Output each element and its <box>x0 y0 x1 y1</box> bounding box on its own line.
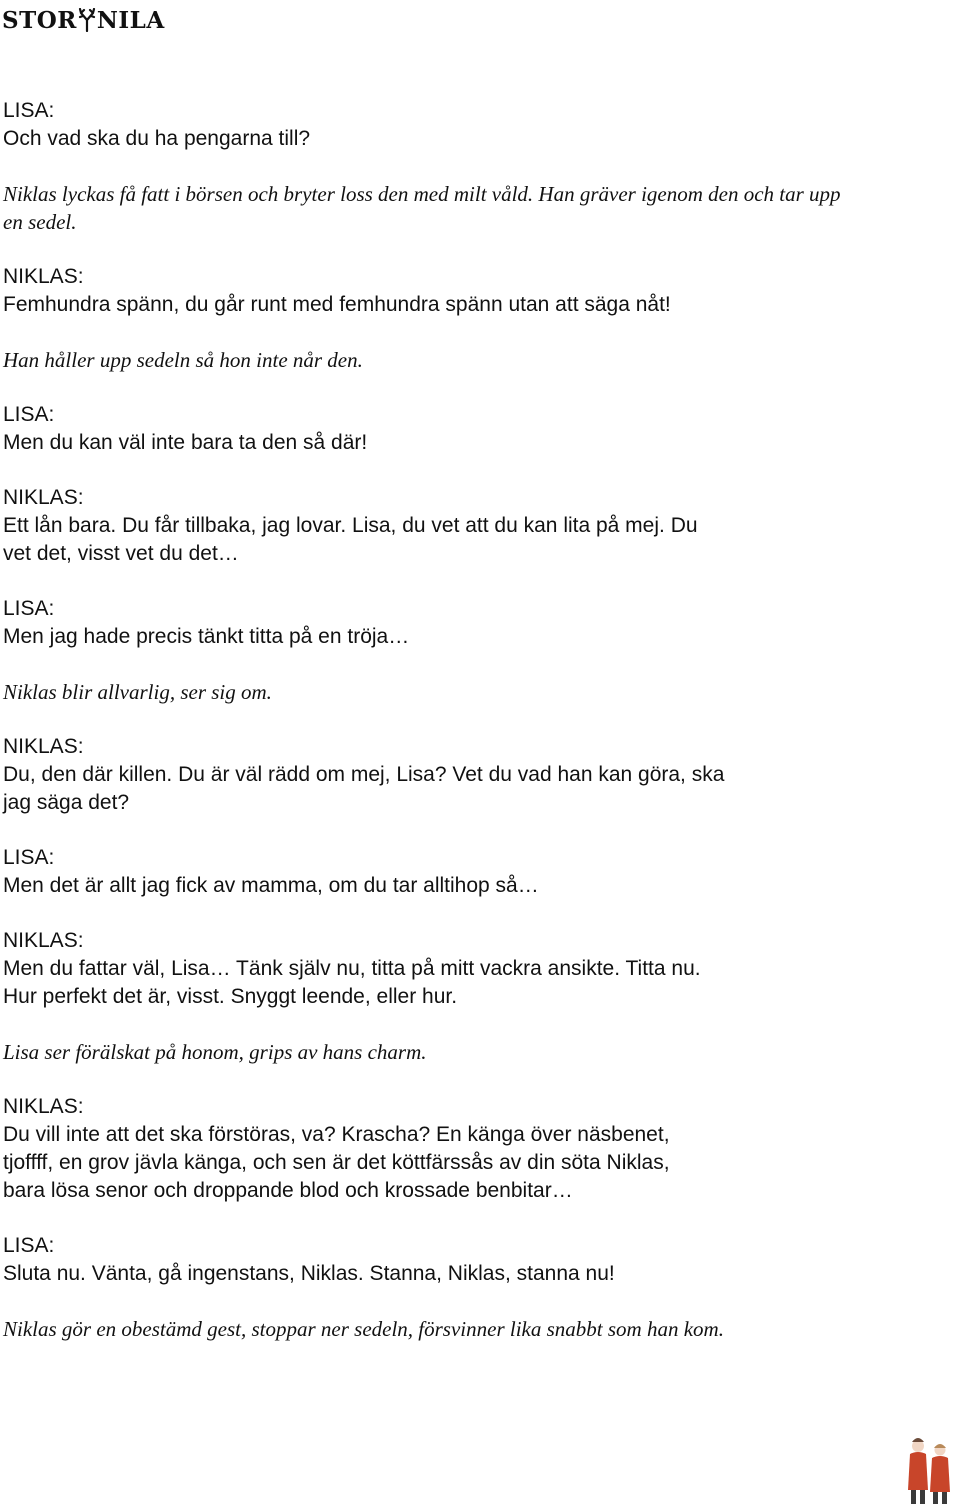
block-gap <box>3 900 953 927</box>
dialogue-block <box>3 263 953 319</box>
dialogue-line: Och vad ska du ha pengarna till? <box>3 127 311 150</box>
logo-text-left: STOR <box>2 6 77 34</box>
speaker-name: NIKLAS: <box>3 1095 84 1118</box>
dialogue-line: vet det, visst vet du det… <box>3 542 239 565</box>
speaker-name: LISA: <box>3 403 55 426</box>
block-gap <box>3 706 953 733</box>
stage-direction-block <box>3 180 953 236</box>
speaker-name: NIKLAS: <box>3 735 84 758</box>
block-gap <box>3 374 953 401</box>
figure-left <box>908 1438 928 1504</box>
dialogue-line: Du, den där killen. Du är väl rädd om mej, Lisa? Vet du vad han kan göra, ska <box>3 763 725 786</box>
stage-direction-block <box>3 346 953 374</box>
speaker-name: NIKLAS: <box>3 265 84 288</box>
dialogue-line: Sluta nu. Vänta, gå ingenstans, Niklas. Stanna, Niklas, stanna nu! <box>3 1262 615 1285</box>
dialogue-line: Men du kan väl inte bara ta den så där! <box>3 431 368 454</box>
speaker-name: LISA: <box>3 99 55 122</box>
two-figures-icon <box>900 1432 958 1508</box>
logo-text-right: NILA <box>96 6 165 34</box>
dialogue-line: jag säga det? <box>3 791 130 814</box>
figure-right <box>930 1444 950 1504</box>
dialogue-block <box>3 484 953 568</box>
dialogue-block <box>3 1232 953 1288</box>
dialogue-block <box>3 844 953 900</box>
dialogue-line: tjoffff, en grov jävla känga, och sen är det köttfärssås av din söta Niklas, <box>3 1151 670 1174</box>
stage-direction-line: Niklas blir allvarlig, ser sig om. <box>3 680 272 704</box>
speaker-name: LISA: <box>3 1234 55 1257</box>
dialogue-line: Ett lån bara. Du får tillbaka, jag lovar. Lisa, du vet att du kan lita på mej. Du <box>3 514 698 537</box>
speaker-name: LISA: <box>3 846 55 869</box>
stage-direction-line: Han håller upp sedeln så hon inte når den. <box>3 348 363 372</box>
block-gap <box>3 457 953 484</box>
stage-direction-block <box>3 1038 953 1066</box>
dialogue-block <box>3 595 953 651</box>
dialogue-block <box>3 733 953 817</box>
speaker-name: LISA: <box>3 597 55 620</box>
block-gap <box>3 651 953 678</box>
dialogue-line: Du vill inte att det ska förstöras, va? Krascha? En känga över näsbenet, <box>3 1123 670 1146</box>
dialogue-line: bara lösa senor och droppande blod och krossade benbitar… <box>3 1179 573 1202</box>
block-gap <box>3 1288 953 1315</box>
stage-direction-block <box>3 678 953 706</box>
dialogue-line: Men det är allt jag fick av mamma, om du tar alltihop så… <box>3 874 539 897</box>
logo <box>2 4 165 36</box>
dialogue-line: Hur perfekt det är, visst. Snyggt leende, eller hur. <box>3 985 458 1008</box>
dialogue-block <box>3 927 953 1011</box>
dialogue-line: Men du fattar väl, Lisa… Tänk själv nu, titta på mitt vackra ansikte. Titta nu. <box>3 957 701 980</box>
antler-icon <box>78 8 96 32</box>
block-gap <box>3 568 953 595</box>
block-gap <box>3 1205 953 1232</box>
script-body <box>3 97 953 1343</box>
block-gap <box>3 153 953 180</box>
dialogue-block <box>3 1093 953 1205</box>
block-gap <box>3 236 953 263</box>
block-gap <box>3 1011 953 1038</box>
stage-direction-line: Lisa ser förälskat på honom, grips av hans charm. <box>3 1040 427 1064</box>
stage-direction-line: en sedel. <box>3 210 77 234</box>
dialogue-line: Femhundra spänn, du går runt med femhundra spänn utan att säga nåt! <box>3 293 671 316</box>
speaker-name: NIKLAS: <box>3 929 84 952</box>
speaker-name: NIKLAS: <box>3 486 84 509</box>
dialogue-line: Men jag hade precis tänkt titta på en tröja… <box>3 625 410 648</box>
block-gap <box>3 319 953 346</box>
stage-direction-line: Niklas gör en obestämd gest, stoppar ner sedeln, försvinner lika snabbt som han kom. <box>3 1317 724 1341</box>
stage-direction-line: Niklas lyckas få fatt i börsen och bryter loss den med milt våld. Han gräver igenom den och tar upp <box>3 182 841 206</box>
stage-direction-block <box>3 1315 953 1343</box>
block-gap <box>3 1066 953 1093</box>
block-gap <box>3 817 953 844</box>
dialogue-block <box>3 97 953 153</box>
dialogue-block <box>3 401 953 457</box>
